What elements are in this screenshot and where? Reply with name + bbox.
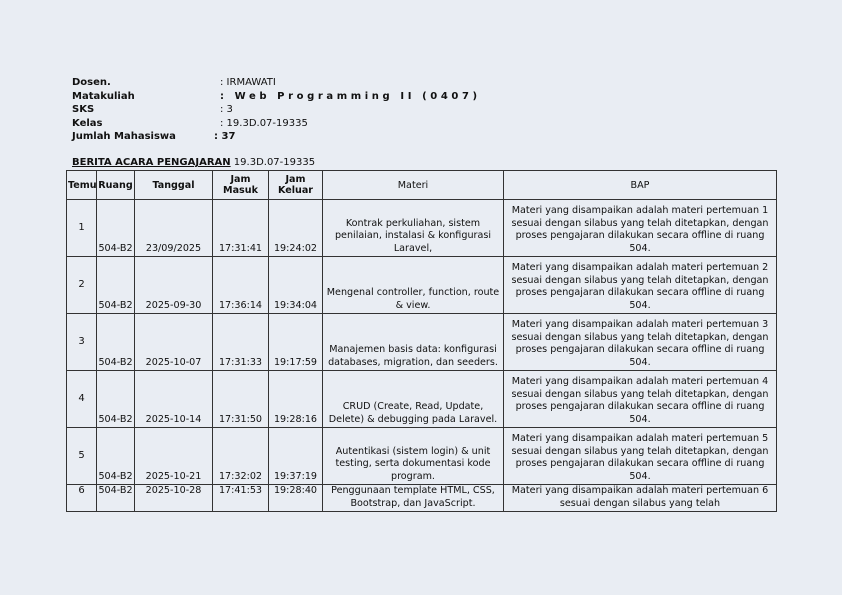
cell-temu: 4 [67, 371, 97, 428]
header-bap: BAP [504, 171, 777, 200]
cell-jam-masuk: 17:36:14 [213, 257, 269, 314]
cell-tanggal: 2025-10-21 [135, 428, 213, 485]
cell-jam-keluar: 19:34:04 [269, 257, 323, 314]
cell-materi: Autentikasi (sistem login) & unit testing, serta dokumentasi kode program. [323, 428, 504, 485]
dosen-value: : IRMAWATI [220, 77, 276, 88]
cell-jam-keluar: 19:28:40 [269, 485, 323, 512]
cell-ruang: 504-B2 [97, 200, 135, 257]
cell-tanggal: 2025-10-28 [135, 485, 213, 512]
cell-materi: Penggunaan template HTML, CSS, Bootstrap, dan JavaScript. [323, 485, 504, 512]
bap-table [66, 170, 777, 512]
cell-ruang: 504-B2 [97, 314, 135, 371]
cell-jam-keluar: 19:37:19 [269, 428, 323, 485]
table-row [67, 428, 777, 485]
cell-jam-keluar: 19:17:59 [269, 314, 323, 371]
header-jam-masuk-2: Masuk [223, 185, 258, 196]
cell-jam-masuk: 17:41:53 [213, 485, 269, 512]
header-jam-masuk [213, 171, 269, 200]
header-jam-masuk-1: Jam [230, 174, 251, 185]
cell-temu: 5 [67, 428, 97, 485]
cell-temu: 1 [67, 200, 97, 257]
cell-bap: Materi yang disampaikan adalah materi pertemuan 3 sesuai dengan silabus yang telah ditetapkan, dengan proses pengajaran dilakukan secara offline di ruang 504. [504, 314, 777, 371]
cell-bap: Materi yang disampaikan adalah materi pertemuan 1 sesuai dengan silabus yang telah ditetapkan, dengan proses pengajaran dilakukan secara offline di ruang 504. [504, 200, 777, 257]
matakuliah-value: : Web Programming II (0407) [220, 90, 481, 102]
cell-materi: Manajemen basis data: konfigurasi databases, migration, dan seeders. [323, 314, 504, 371]
cell-tanggal: 2025-10-14 [135, 371, 213, 428]
header-jam-keluar-2: Keluar [277, 185, 314, 196]
cell-ruang: 504-B2 [97, 485, 135, 512]
table-header [67, 171, 777, 200]
header-jam-keluar [269, 171, 323, 200]
table-row [67, 257, 777, 314]
cell-ruang: 504-B2 [97, 257, 135, 314]
jumlah-value: : 37 [214, 131, 236, 142]
berita-title [72, 157, 315, 168]
header-materi: Materi [323, 171, 504, 200]
cell-materi: Mengenal controller, function, route & view. [323, 257, 504, 314]
cell-tanggal: 23/09/2025 [135, 200, 213, 257]
cell-tanggal: 2025-09-30 [135, 257, 213, 314]
cell-temu: 6 [67, 485, 97, 512]
cell-jam-masuk: 17:31:50 [213, 371, 269, 428]
jumlah-label: Jumlah Mahasiswa [72, 131, 176, 142]
cell-jam-keluar: 19:24:02 [269, 200, 323, 257]
header-temu: Temu [67, 171, 97, 200]
matakuliah-label: Matakuliah [72, 90, 135, 102]
dosen-label: Dosen. [72, 77, 111, 88]
cell-temu: 3 [67, 314, 97, 371]
kelas-label: Kelas [72, 117, 103, 129]
sks-value: : 3 [220, 104, 233, 115]
cell-bap: Materi yang disampaikan adalah materi pertemuan 4 sesuai dengan silabus yang telah ditetapkan, dengan proses pengajaran dilakukan secara offline di ruang 504. [504, 371, 777, 428]
cell-materi: Kontrak perkuliahan, sistem penilaian, instalasi & konfigurasi Laravel, [323, 200, 504, 257]
header-tanggal: Tanggal [135, 171, 213, 200]
kelas-value: : 19.3D.07-19335 [220, 117, 308, 129]
table-row [67, 314, 777, 371]
cell-jam-keluar: 19:28:16 [269, 371, 323, 428]
cell-bap: Materi yang disampaikan adalah materi pertemuan 2 sesuai dengan silabus yang telah ditetapkan, dengan proses pengajaran dilakukan secara offline di ruang 504. [504, 257, 777, 314]
cell-ruang: 504-B2 [97, 428, 135, 485]
cell-bap: Materi yang disampaikan adalah materi pertemuan 5 sesuai dengan silabus yang telah ditetapkan, dengan proses pengajaran dilakukan secara offline di ruang 504. [504, 428, 777, 485]
header-ruang: Ruang [97, 171, 135, 200]
table-row [67, 371, 777, 428]
table-row [67, 485, 777, 512]
header-jam-keluar-1: Jam [285, 174, 306, 185]
berita-title-text: BERITA ACARA PENGAJARAN [72, 157, 231, 168]
cell-tanggal: 2025-10-07 [135, 314, 213, 371]
cell-jam-masuk: 17:32:02 [213, 428, 269, 485]
cell-jam-masuk: 17:31:33 [213, 314, 269, 371]
sks-label: SKS [72, 104, 95, 115]
cell-ruang: 504-B2 [97, 371, 135, 428]
table-row [67, 200, 777, 257]
cell-bap: Materi yang disampaikan adalah materi pertemuan 6 sesuai dengan silabus yang telah [504, 485, 777, 512]
cell-jam-masuk: 17:31:41 [213, 200, 269, 257]
berita-kelas: 19.3D.07-19335 [230, 157, 316, 168]
cell-materi: CRUD (Create, Read, Update, Delete) & debugging pada Laravel. [323, 371, 504, 428]
cell-temu: 2 [67, 257, 97, 314]
